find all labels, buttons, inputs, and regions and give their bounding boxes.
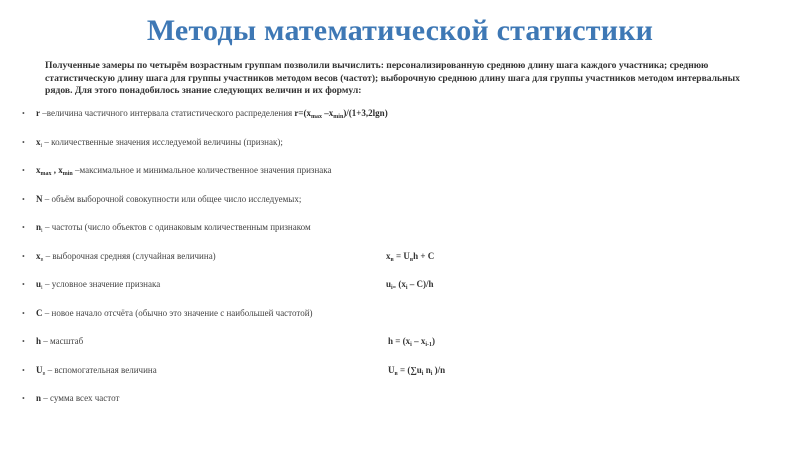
definition: – условное значение признака — [42, 279, 161, 289]
bullet: • — [22, 137, 25, 147]
definition: – сумма всех частот — [41, 393, 120, 403]
symbol: x — [36, 250, 41, 261]
bullet: • — [22, 223, 25, 232]
formula: $x_в = U_вh + C$ — [386, 250, 435, 263]
bullet: • — [22, 194, 25, 204]
formula: $r=(x_{max}$ $-x_{min})/(1+3,2\lg n)$ — [294, 108, 388, 120]
symbol: u — [36, 279, 42, 289]
list-item: • $x_в$ – выборочная средняя (случайная величина) $x_в = U_вh + C$ — [22, 250, 435, 263]
symbol: N — [36, 193, 43, 204]
list-item: • $U_в$ – вспомогательная величина $U_в = (\sum u_i$ $n_i$ )/n — [22, 364, 446, 377]
definition: –максимальное и минимальное количественное значения признака — [72, 165, 332, 175]
definition: – выборочная средняя (случайная величина) — [43, 250, 216, 261]
definition: – количественные значения исследуемой величины (признак); — [42, 136, 283, 147]
symbol: U — [36, 364, 43, 375]
bullet: • — [22, 365, 25, 375]
symbol: x — [36, 136, 41, 147]
formula: $U_в = (\sum u_i$ $n_i$ )/n — [388, 364, 446, 377]
intro-paragraph: Полученные замеры по четырём возрастным группам позволили вычислить: персонализированную среднюю длину шага каждого участника; среднюю статистическую длину шага для группы участников методом весов (частот); выборочную среднюю длину шага для группы участников методом интервальных рядов. Для этого понадобилось знание следующих величин и их формул: — [45, 60, 740, 97]
symbol: $x_{max}$ , $x_{min}$ — [36, 165, 73, 177]
definition: – масштаб — [41, 336, 84, 346]
bullet: • — [22, 280, 25, 289]
definition: – объём выборочной совокупности или общее число исследуемых; — [42, 193, 302, 204]
symbol: h — [36, 336, 42, 346]
slide-title: Методы математической статистики — [146, 14, 654, 47]
bullet: • — [22, 337, 25, 346]
bullet: • — [22, 308, 25, 318]
bullet: • — [22, 109, 25, 118]
bullet: • — [22, 251, 25, 261]
symbol: C — [36, 307, 43, 318]
bullet: • — [22, 394, 25, 403]
list-item — [22, 336, 782, 350]
formula: $u_{i=}$ $(x_i - C)/h$ — [386, 279, 434, 291]
bullet: • — [22, 166, 25, 175]
list-item: • $u_i$ – условное значение признака $u_{i=}$ $(x_i - C)/h$ — [22, 279, 434, 291]
symbol: r — [36, 108, 40, 118]
symbol: n — [36, 222, 42, 232]
formula: $h = (x_i - x_{i-1})$ — [388, 336, 435, 348]
definition: –величина частичного интервала статистического распределения — [40, 108, 295, 118]
symbol: n — [36, 393, 42, 403]
definition: – частоты (число объектов с одинаковым количественным признаком — [42, 222, 311, 232]
definition: – вспомогательная величина — [45, 364, 157, 375]
slide: Методы математической статистики Полученные замеры по четырём возрастным группам позволили вычислить: персонализированную среднюю длину шага каждого участника; среднюю статистическую длину шага для группы участников методом весов (частот); выборочную среднюю длину шага для группы участников методом интервальных рядов. Для этого понадобилось знание следующих величин и их формул: • r –величина частичного интервала статистического распределения $r=(x_{max}$ $-x_{min})/(1+3,2\lg n)$ • $x_i$ – количественные значения исследуемой величины (признак); • $x_{max}$ , $x_{min}$ –максимальное и минимальное количественное значения признака • N – объём выборочной совокупности или общее число исследуемых; • $n_i$ – частоты (число объектов с одинаковым количественным признаком • $x_в$ – выборочная средняя (случайная величина) $x_в = U_вh + C$ • $u_i$ – условное значение признака $u_{i=}$ $(x_i - C)/h$ • C – новое начало отсчёта (обычно это значение с наибольшей частотой) • h – масштаб $h = (x_i - x_{i-1})$ • $U_в$ – вспомогательная величина $U_в = (\sum u_i$ $n_i$ )/n • n – сумма всех частот — [0, 0, 800, 450]
definition: – новое начало отсчёта (обычно это значение с наибольшей частотой) — [42, 307, 313, 318]
